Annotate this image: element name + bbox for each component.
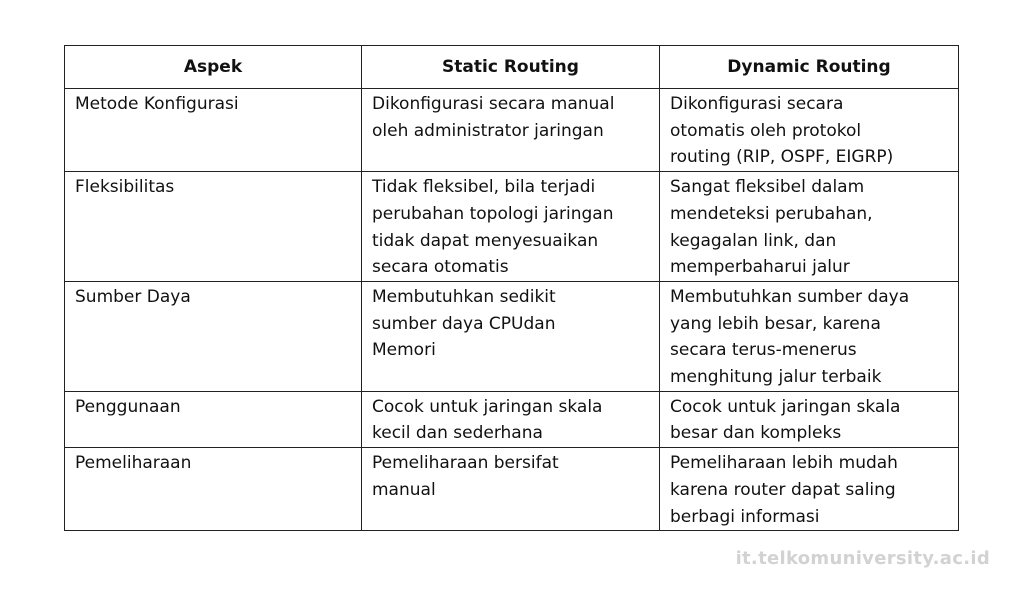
static-routing-cell <box>362 89 660 172</box>
cell-text-line: secara otomatis <box>372 257 509 278</box>
aspect-cell <box>65 172 362 282</box>
table-row <box>65 281 959 391</box>
dynamic-routing-cell <box>660 391 959 447</box>
static-routing-cell <box>362 172 660 282</box>
cell-text-line: Sumber Daya <box>75 286 191 307</box>
cell-text-line: memperbaharui jalur <box>670 257 850 278</box>
cell-text-line: Dikonfigurasi secara manual <box>372 94 615 114</box>
cell-text-line: Tidak fleksibel, bila terjadi <box>372 177 596 198</box>
aspect-cell <box>65 391 362 447</box>
cell-text-line: Membutuhkan sedikit <box>372 286 556 307</box>
aspect-cell <box>65 281 362 391</box>
cell-text-line: Pemeliharaan <box>75 453 192 474</box>
cell-text-line: Fleksibilitas <box>75 177 175 198</box>
table-body <box>65 89 959 531</box>
cell-text-line: Sangat fleksibel dalam <box>670 177 865 198</box>
table-row <box>65 89 959 172</box>
cell-text-line: perubahan topologi jaringan <box>372 203 614 224</box>
aspect-cell <box>65 448 362 531</box>
table-header-row <box>65 46 959 89</box>
cell-text-line: oleh administrator jaringan <box>372 120 604 141</box>
routing-comparison-table <box>64 45 959 531</box>
cell-text-line: Dikonfigurasi secara <box>670 94 844 114</box>
cell-text-line: Penggunaan <box>75 396 181 417</box>
header-static-routing: Static Routing <box>362 46 660 89</box>
header-aspek: Aspek <box>65 46 362 89</box>
cell-text-line: Membutuhkan sumber daya <box>670 286 910 307</box>
dynamic-routing-cell <box>660 89 959 172</box>
cell-text-line: Memori <box>372 340 436 361</box>
cell-text-line: berbagi informasi <box>670 506 820 527</box>
header-dynamic-routing: Dynamic Routing <box>660 46 959 89</box>
cell-text-line: routing (RIP, OSPF, EIGRP) <box>670 147 894 168</box>
cell-text-line: kecil dan sederhana <box>372 423 543 444</box>
aspect-cell <box>65 89 362 172</box>
cell-text-line: Metode Konfigurasi <box>75 94 239 114</box>
cell-text-line: Pemeliharaan lebih mudah <box>670 453 898 474</box>
cell-text-line: Cocok untuk jaringan skala <box>670 396 901 417</box>
table-row <box>65 448 959 531</box>
cell-text-line: menghitung jalur terbaik <box>670 367 882 388</box>
cell-text-line: manual <box>372 479 436 500</box>
cell-text-line: secara terus-menerus <box>670 340 857 361</box>
dynamic-routing-cell <box>660 448 959 531</box>
cell-text-line: tidak dapat menyesuaikan <box>372 230 599 251</box>
dynamic-routing-cell <box>660 281 959 391</box>
cell-text-line: kegagalan link, dan <box>670 230 837 251</box>
cell-text-line: otomatis oleh protokol <box>670 120 862 141</box>
cell-text-line: karena router dapat saling <box>670 479 896 500</box>
cell-text-line: Cocok untuk jaringan skala <box>372 396 603 417</box>
comparison-table-wrapper <box>64 45 958 531</box>
table-row <box>65 172 959 282</box>
static-routing-cell <box>362 391 660 447</box>
cell-text-line: mendeteksi perubahan, <box>670 203 873 224</box>
static-routing-cell <box>362 281 660 391</box>
static-routing-cell <box>362 448 660 531</box>
watermark-text: it.telkomuniversity.ac.id <box>735 548 990 569</box>
cell-text-line: besar dan kompleks <box>670 423 842 444</box>
table-row <box>65 391 959 447</box>
cell-text-line: sumber daya CPUdan <box>372 313 556 334</box>
cell-text-line: Pemeliharaan bersifat <box>372 453 559 474</box>
dynamic-routing-cell <box>660 172 959 282</box>
cell-text-line: yang lebih besar, karena <box>670 313 881 334</box>
